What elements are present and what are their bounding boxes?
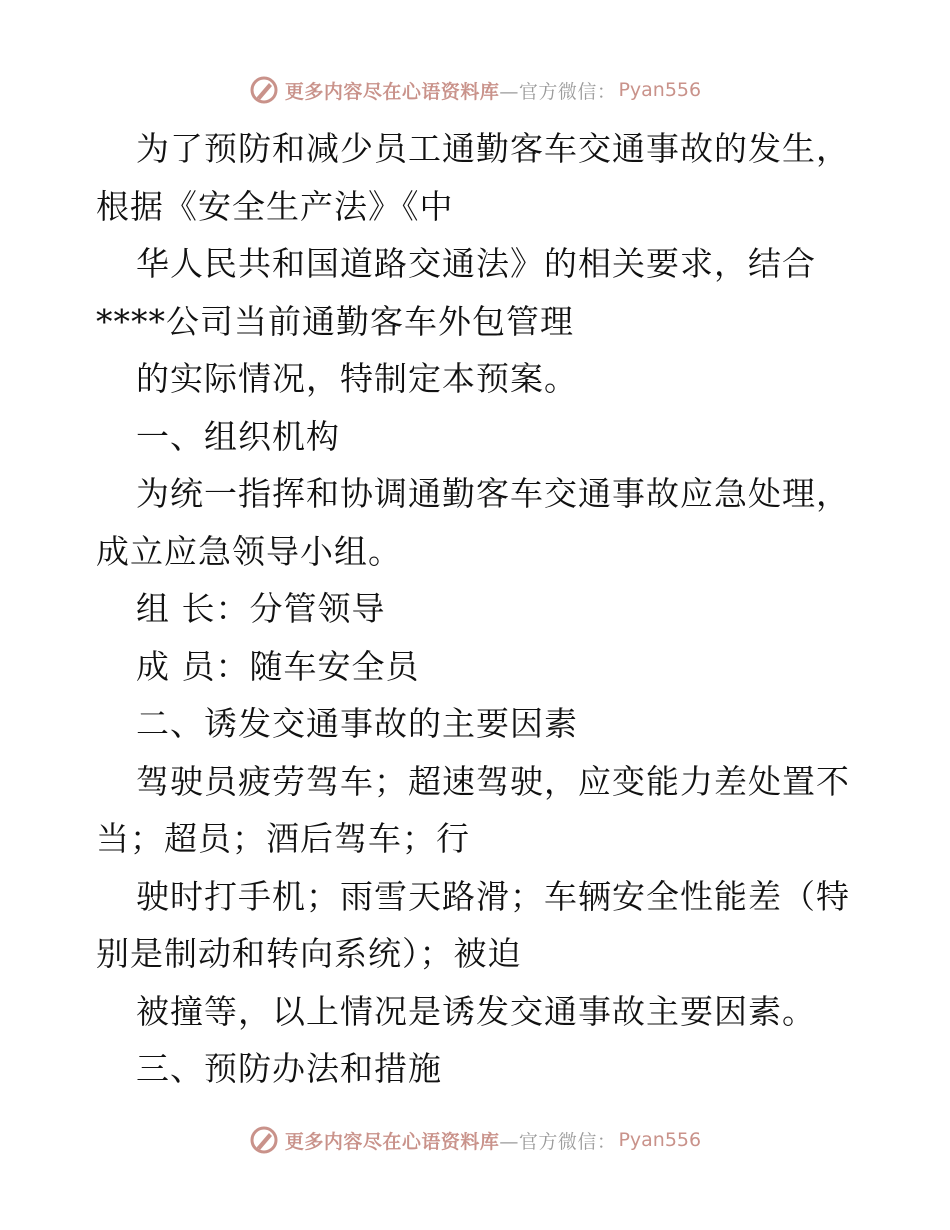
text-line: 成 员：随车安全员 — [136, 646, 420, 686]
pen-logo-icon — [249, 75, 279, 105]
section-heading: 二、诱发交通事故的主要因素 — [136, 704, 578, 743]
text-line: 当；超员；酒后驾车；行 — [96, 819, 470, 858]
text-line: 被撞等，以上情况是诱发交通事故主要因素。 — [136, 991, 816, 1031]
watermark-wechat-id: Pyan556 — [618, 79, 702, 101]
text-line: 华人民共和国道路交通法》的相关要求，结合 — [136, 244, 816, 283]
watermark-text: 更多内容尽在心语资料库 — [284, 80, 500, 103]
watermark-separator: —官方微信： — [499, 80, 617, 103]
text-line: 驶时打手机；雨雪天路滑；车辆安全性能差（特 — [136, 876, 850, 916]
text-line: 驾驶员疲劳驾车；超速驾驶，应变能力差处置不 — [136, 761, 850, 801]
section-heading: 三、预防办法和措施 — [136, 1049, 442, 1088]
text-line: 为了预防和减少员工通勤客车交通事故的发生， — [136, 129, 850, 168]
header-watermark — [0, 70, 950, 110]
text-line: 为统一指挥和协调通勤客车交通事故应急处理， — [136, 474, 850, 513]
document-body — [96, 120, 866, 1098]
text-line: 别是制动和转向系统）；被迫 — [96, 934, 522, 973]
footer-watermark — [0, 1120, 950, 1160]
watermark-text: 更多内容尽在心语资料库 — [284, 1130, 500, 1153]
text-line: 的实际情况，特制定本预案。 — [136, 359, 578, 398]
watermark-separator: —官方微信： — [499, 1130, 617, 1153]
text-line: 组 长：分管领导 — [136, 589, 386, 628]
text-line: ****公司当前通勤客车外包管理 — [96, 301, 574, 341]
section-heading: 一、组织机构 — [136, 416, 340, 456]
text-line: 成立应急领导小组。 — [96, 531, 402, 571]
text-line: 根据《安全生产法》《中 — [96, 186, 454, 226]
pen-logo-icon — [249, 1125, 279, 1155]
watermark-wechat-id: Pyan556 — [618, 1129, 702, 1151]
